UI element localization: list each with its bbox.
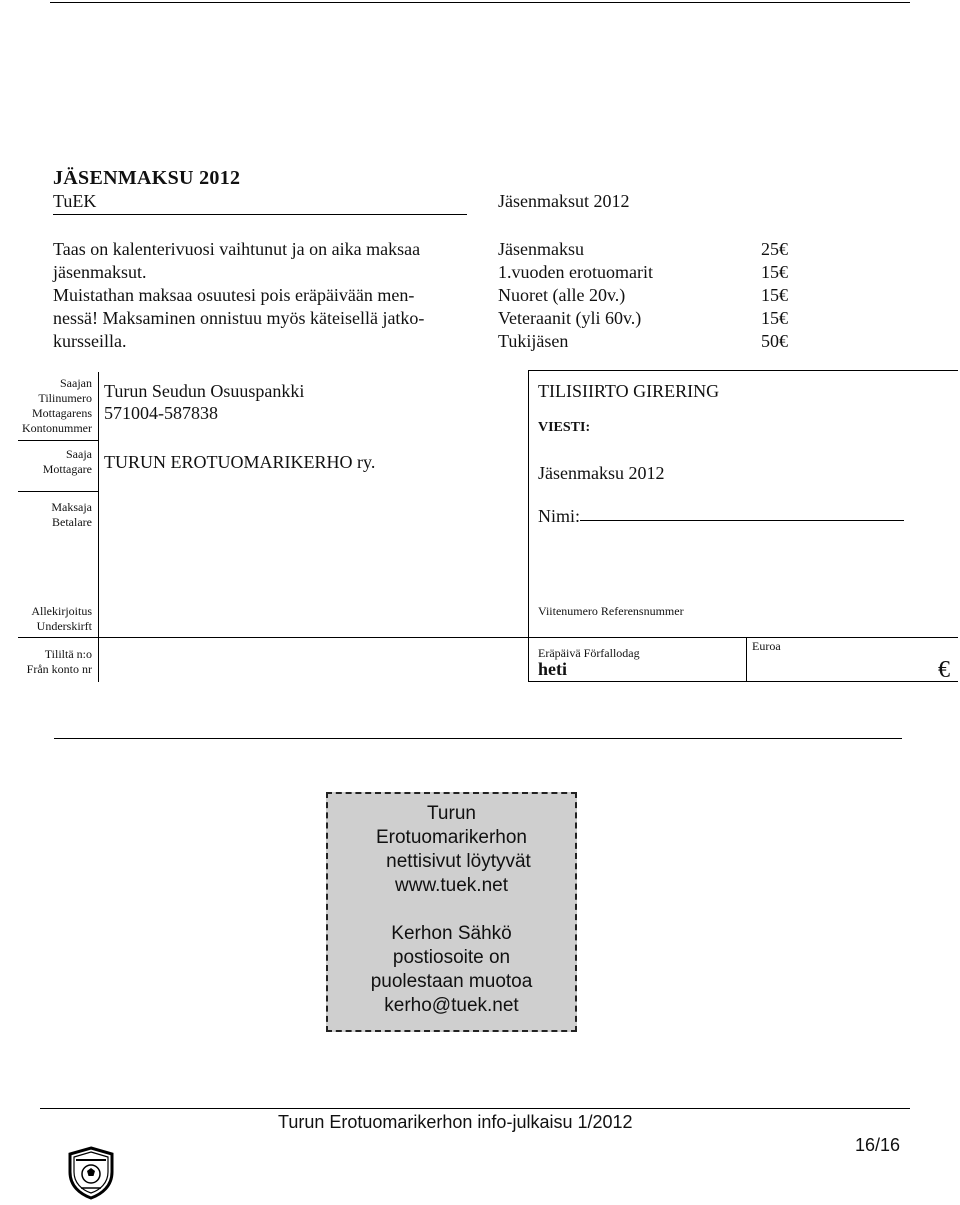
recipient-account-label (0, 376, 92, 436)
publication-title: Turun Erotuomarikerhon info-julkaisu 1/2012 (278, 1112, 633, 1132)
intro-line: Muistathan maksaa osuutesi pois eräpäivään men- (53, 285, 415, 305)
label-line: Allekirjoitus (31, 604, 92, 618)
label-line: Tilinumero (38, 391, 92, 405)
label-line: Saaja (66, 447, 92, 461)
giro-left-line-1 (18, 440, 98, 441)
intro-line: Taas on kalenterivuosi vaihtunut ja on aika maksaa (53, 239, 421, 259)
intro-line: nessä! Maksaminen onnistuu myös käteisellä jatko- (53, 308, 425, 328)
page-title: JÄSENMAKSU 2012 (53, 167, 241, 189)
notice-line: Erotuomarikerhon (375, 827, 528, 848)
notice-line: kerho@tuek.net (384, 995, 519, 1016)
recipient-name: TURUN EROTUOMARIKERHO ry. (104, 452, 376, 472)
fee-label: 1.vuoden erotuomarit (498, 262, 653, 282)
fee-amount: 50€ (761, 331, 788, 351)
giro-signature-line (18, 637, 958, 638)
label-line: Mottagarens (32, 406, 92, 420)
giro-left-vline (98, 372, 99, 682)
giro-top-line (528, 370, 958, 371)
signature-label (0, 604, 92, 634)
intro-line: jäsenmaksut. (53, 262, 147, 282)
top-rule (50, 2, 910, 3)
euros-label: Euroa (752, 639, 781, 653)
notice-line: Kerhon Sähkö (391, 923, 512, 944)
account-number: 571004-587838 (104, 403, 218, 423)
notice-line: postiosoite on (392, 947, 511, 968)
name-label: Nimi: (538, 506, 581, 526)
label-line: Kontonummer (22, 421, 92, 435)
fee-amount: 15€ (761, 308, 788, 328)
label-line: Mottagare (42, 462, 92, 476)
fee-label: Veteraanit (yli 60v.) (498, 308, 642, 328)
label-line: Saajan (60, 376, 92, 390)
giro-left-line-2 (18, 491, 98, 492)
giro-euro-vline (746, 637, 747, 682)
org-name: TuEK (53, 191, 97, 211)
label-line: Betalare (52, 515, 92, 529)
fees-title: Jäsenmaksut 2012 (498, 191, 630, 211)
notice-line (328, 898, 575, 922)
fee-label: Tukijäsen (498, 331, 569, 351)
message-value: Jäsenmaksu 2012 (538, 463, 665, 483)
euro-symbol: € (938, 657, 950, 683)
intro-text (53, 238, 473, 353)
notice-box (326, 792, 577, 1032)
fee-amount: 15€ (761, 285, 788, 305)
bank-name: Turun Seudun Osuuspankki (104, 381, 305, 401)
notice-line: Turun (427, 803, 476, 824)
fee-amount: 25€ (761, 239, 788, 259)
separator-rule (54, 738, 902, 739)
message-label: VIESTI: (538, 420, 591, 435)
giro-bottom-line (528, 681, 958, 682)
label-line: Maksaja (51, 500, 92, 514)
notice-line: www.tuek.net (395, 875, 508, 896)
fee-amount: 15€ (761, 262, 788, 282)
intro-line: kursseilla. (53, 331, 127, 351)
fee-label: Jäsenmaksu (498, 239, 584, 259)
giro-mid-vline (528, 370, 529, 682)
notice-line: puolestaan muotoa (370, 971, 533, 992)
page-number: 16/16 (855, 1135, 901, 1155)
due-date-label: Eräpäivä Förfallodag (538, 646, 640, 660)
club-logo (66, 1146, 116, 1200)
label-line: Tililtä n:o (44, 647, 92, 661)
notice-text (328, 802, 575, 1018)
notice-line: nettisivut löytyvät (386, 851, 531, 872)
label-line: Från konto nr (26, 662, 92, 676)
reference-label: Viitenumero Referensnummer (538, 604, 684, 618)
footer-rule (40, 1108, 910, 1109)
due-date-value: heti (538, 659, 567, 679)
recipient-label (0, 447, 92, 477)
club-logo-icon (66, 1146, 116, 1200)
from-account-label (0, 647, 92, 677)
payer-label (0, 500, 92, 530)
giro-form-title: TILISIIRTO GIRERING (538, 381, 720, 401)
header-underline (53, 214, 467, 215)
fee-label: Nuoret (alle 20v.) (498, 285, 626, 305)
name-field-line[interactable] (580, 520, 904, 521)
label-line: Underskirft (36, 619, 92, 633)
